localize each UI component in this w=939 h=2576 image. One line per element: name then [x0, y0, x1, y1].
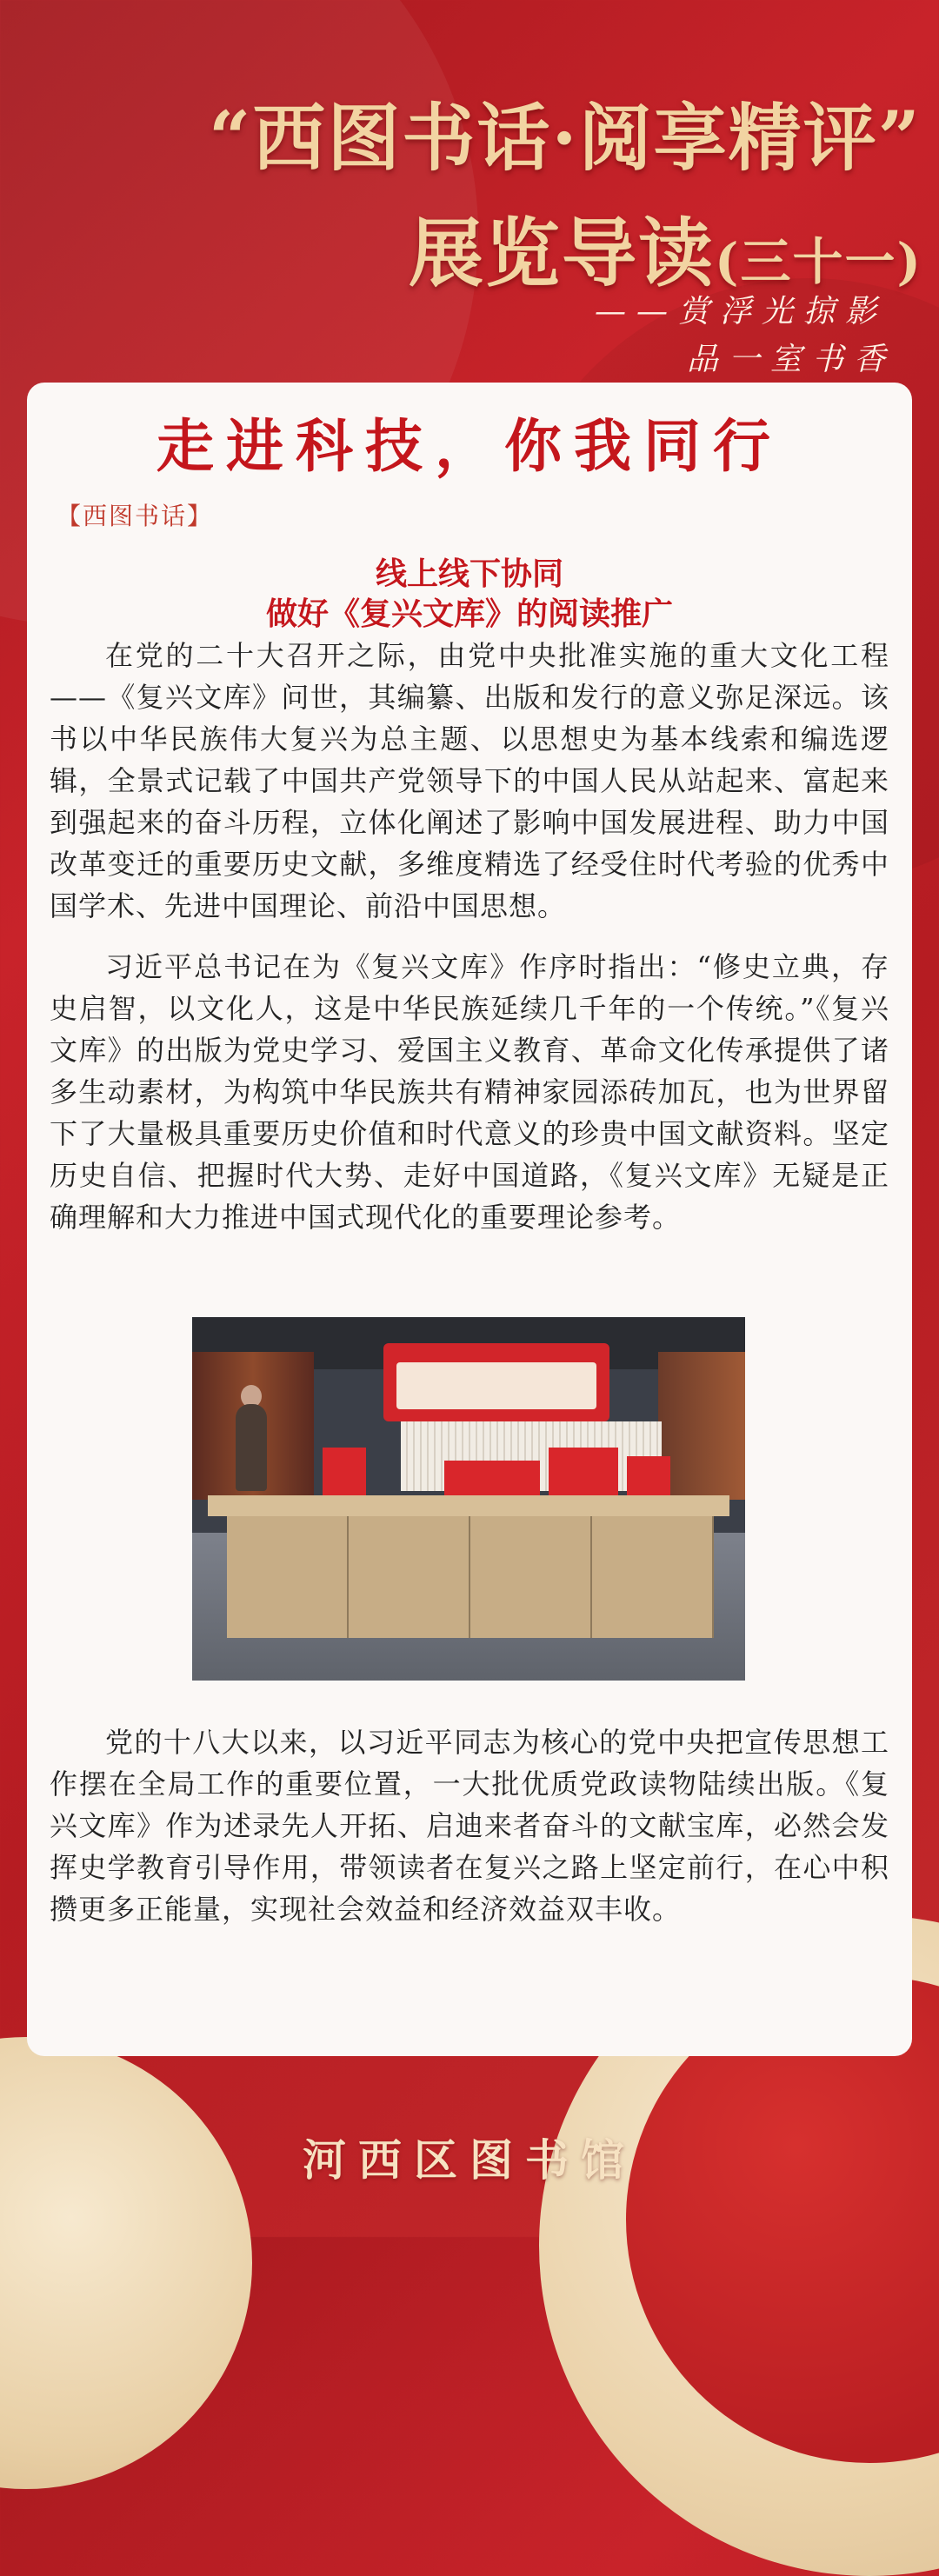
section-tag: 【西图书话】 — [57, 502, 214, 530]
exhibition-guide-label: 展览导读 — [409, 210, 715, 297]
tagline-line1: ——赏浮光掠影 — [594, 294, 887, 329]
issue-number: (三十一) — [715, 232, 922, 291]
card-title: 走进科技，你我同行 — [156, 413, 782, 480]
poster-subtitle — [409, 193, 922, 301]
article-title-line1: 线上线下协同 — [375, 556, 563, 592]
article-title-line2: 做好《复兴文库》的阅读推广 — [265, 596, 673, 632]
paragraph-3: 党的十八大以来，以习近平同志为核心的党中央把宣传思想工作摆在全局工作的重要位置，一大批优质党政读物陆续出版。《复兴文库》作为述录先人开拓、启迪来者奋斗的文献宝库，必然会发挥史学教育引导作用，带领读者在复兴之路上坚定前行，在心中积攒更多正能量，实现社会效益和经济效益双丰收。 — [50, 1726, 889, 1926]
poster-title: “西图书话·阅享精评” — [209, 95, 922, 181]
paragraph-1: 在党的二十大召开之际，由党中央批准实施的重大文化工程——《复兴文库》问世，其编纂、出版和发行的意义弥足深远。该书以中华民族伟大复兴为总主题、以思想史为基本线索和编选逻辑，全景式记载了中国共产党领导下的中国人民从站起来、富起来到强起来的奋斗历程，立体化阐述了影响中国发展进程、助力中国改革变迁的重要历史文献，多维度精选了经受住时代考验的优秀中国学术、先进中国理论、前沿中国思想。 — [50, 639, 889, 922]
content-card — [27, 383, 912, 2056]
decorative-gold-circle-left — [0, 2037, 252, 2489]
paragraph-2: 习近平总书记在为《复兴文库》作序时指出：“修史立典，存史启智，以文化人，这是中华民族延续几千年的一个传统。”《复兴文库》的出版为党史学习、爱国主义教育、革命文化传承提供了诸多生动素材，为构筑中华民族共有精神家园添砖加瓦，也为世界留下了大量极具重要历史价值和时代意义的珍贵中国文献资料。坚定历史自信、把握时代大势、走好中国道路，《复兴文库》无疑是正确理解和大力推进中国式现代化的重要理论参考。 — [50, 950, 889, 1234]
exhibition-photo — [192, 1317, 745, 1681]
library-name: 河西区图书馆 — [303, 2135, 636, 2186]
tagline-line2: 品一室书香 — [686, 342, 896, 377]
